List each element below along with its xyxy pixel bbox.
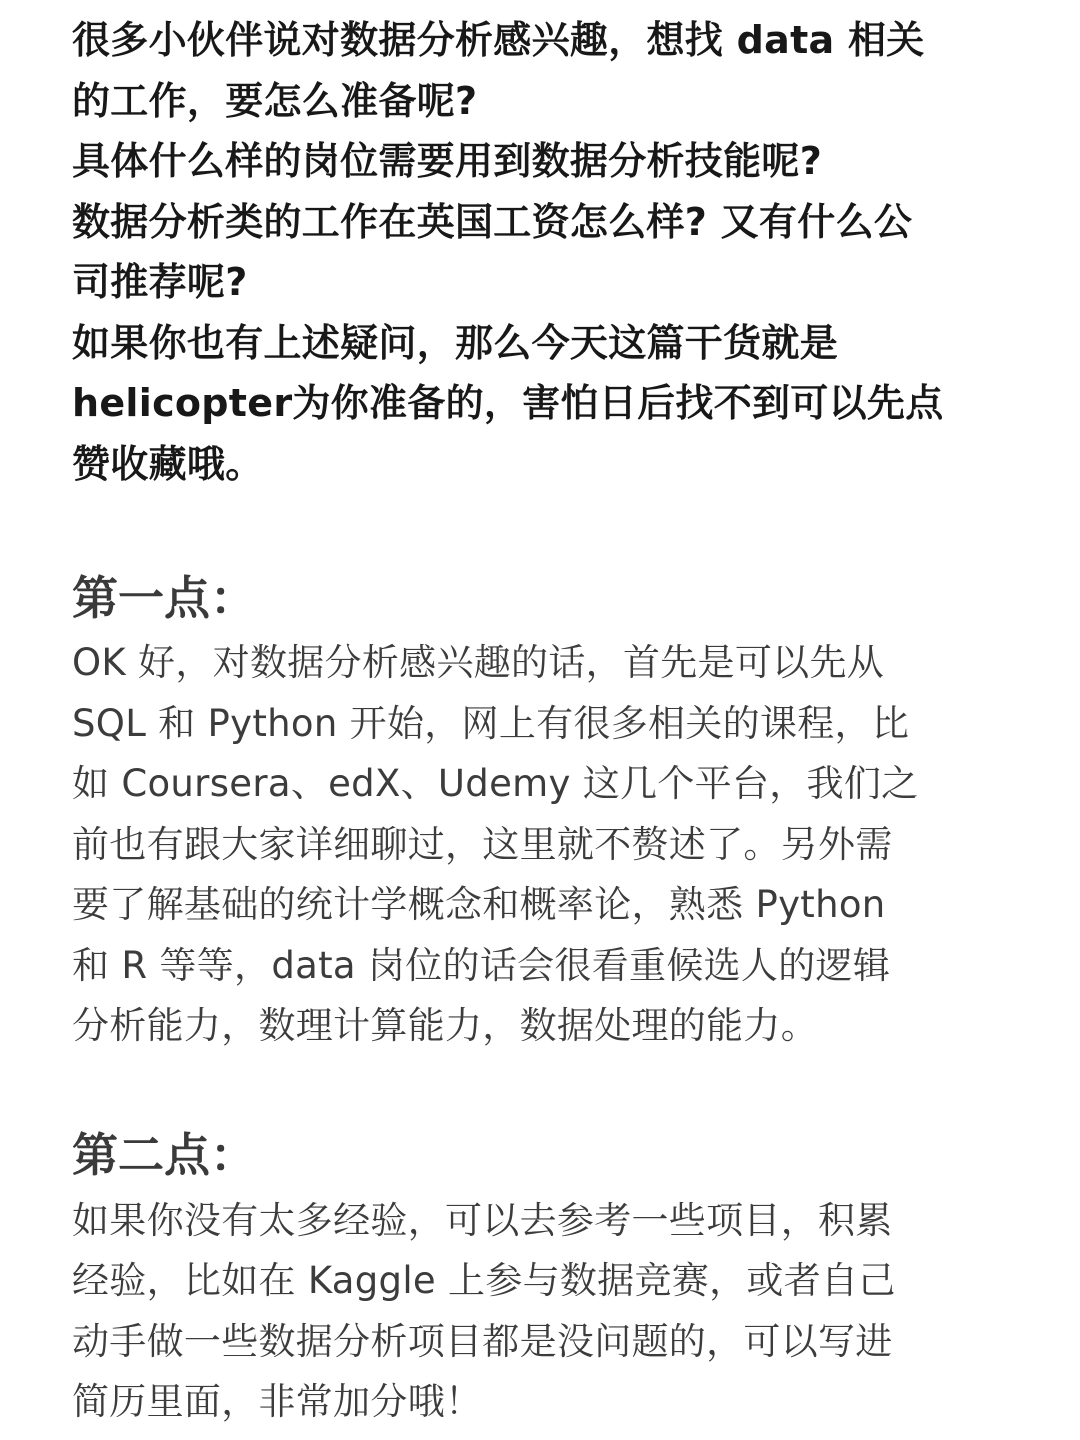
- intro-line: 具体什么样的岗位需要用到数据分析技能呢?: [72, 139, 823, 183]
- body-line: 如果你没有太多经验，可以去参考一些项目，积累: [72, 1198, 893, 1242]
- article: [72, 10, 1012, 1433]
- body-line: 简历里面，非常加分哦！: [72, 1380, 483, 1423]
- body-line: 动手做一些数据分析项目都是没问题的，可以写进: [72, 1319, 893, 1363]
- body-line: OK 好，对数据分析感兴趣的话，首先是可以先从: [72, 641, 885, 684]
- body-line: SQL 和 Python 开始，网上有很多相关的课程，比: [72, 701, 910, 745]
- body-line: 分析能力，数理计算能力，数据处理的能力。: [72, 1004, 818, 1047]
- section-body: [72, 633, 1012, 1057]
- body-line: 和 R 等等，data 岗位的话会很看重候选人的逻辑: [72, 943, 891, 987]
- intro-line: 数据分析类的工作在英国工资怎么样? 又有什么公: [72, 199, 913, 244]
- body-line: 前也有跟大家详细聊过，这里就不赘述了。另外需: [72, 822, 893, 866]
- section-body: [72, 1191, 1012, 1433]
- intro-line: helicopter为你准备的，害怕日后找不到可以先点: [72, 381, 944, 425]
- intro-line: 赞收藏哦。: [72, 441, 264, 486]
- body-line: 要了解基础的统计学概念和概率论，熟悉 Python: [72, 883, 886, 926]
- intro-line: 司推荐呢?: [72, 260, 248, 304]
- intro-line: 如果你也有上述疑问，那么今天这篇干货就是: [72, 320, 839, 365]
- intro-line: 很多小伙伴说对数据分析感兴趣，想找 data 相关: [72, 18, 925, 62]
- body-line: 如 Coursera、edX、Udemy 这几个平台，我们之: [72, 762, 919, 805]
- intro-paragraph: [72, 10, 1012, 494]
- section-point-two: [72, 1125, 1012, 1433]
- section-heading: 第一点：: [72, 571, 256, 625]
- body-line: 经验，比如在 Kaggle 上参与数据竞赛，或者自己: [72, 1259, 896, 1302]
- section-heading: 第二点：: [72, 1127, 256, 1182]
- section-point-one: [72, 568, 1012, 1057]
- intro-line: 的工作，要怎么准备呢?: [72, 78, 478, 123]
